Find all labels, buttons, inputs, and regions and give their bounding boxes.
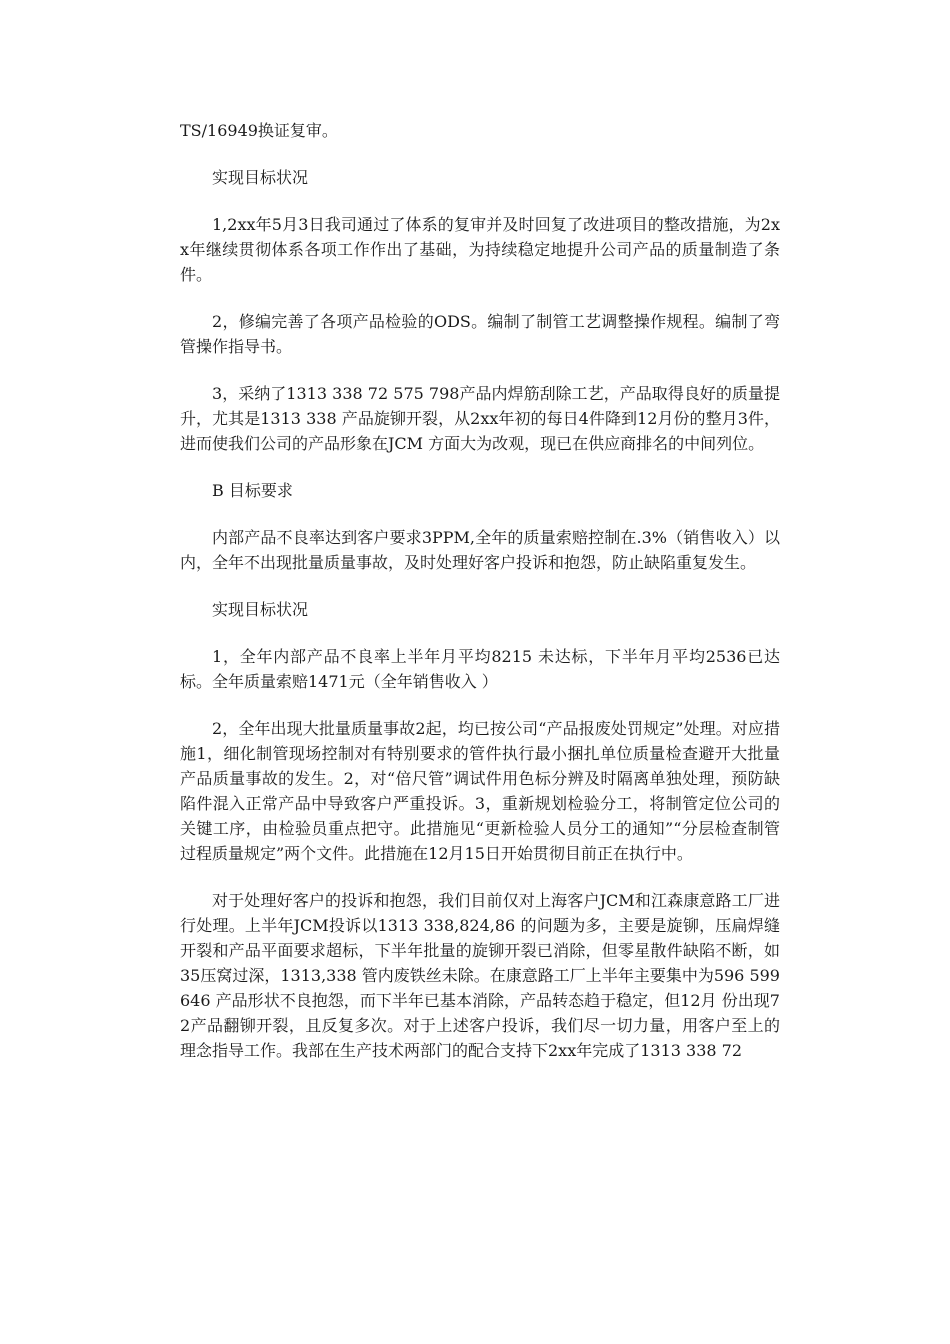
paragraph-status-item-1: 1，全年内部产品不良率上半年月平均8215 未达标，下半年月平均2536已达标。全年质量索赔1471元（全年销售收入 ） (180, 647, 780, 691)
paragraph-status-item-2: 2，全年出现大批量质量事故2起，均已按公司“产品报废处罚规定”处理。对应措施1，细化制管现场控制对有特别要求的管件执行最小捆扎单位质量检查避开大批量产品质量事故的发生。2，对“倍尺管”调试件用色标分辨及时隔离单独处理，预防缺陷件混入正常产品中导致客户严重投诉。3，重新规划检验分工，将制管定位公司的关键工序，由检验员重点把守。此措施见“更新检验人员分工的通知”“分层检查制管过程质量规定”两个文件。此措施在12月15日开始贯彻目前正在执行中。 (180, 719, 780, 863)
document-page (180, 118, 780, 1085)
section-heading-b-target: B 目标要求 (212, 481, 293, 500)
paragraph-continuation: TS/16949换证复审。 (180, 121, 338, 140)
paragraph-item-1: 1,2xx年5月3日我司通过了体系的复审并及时回复了改进项目的整改措施，为2xx年继续贯彻体系各项工作作出了基础，为持续稳定地提升公司产品的质量制造了条件。 (180, 215, 780, 284)
paragraph-item-2: 2，修编完善了各项产品检验的ODS。编制了制管工艺调整操作规程。编制了弯管操作指导书。 (180, 312, 780, 356)
paragraph-customer-complaints: 对于处理好客户的投诉和抱怨，我们目前仅对上海客户JCM和江森康意路工厂进行处理。上半年JCM投诉以1313 338,824,86 的问题为多，主要是旋铆，压扁焊缝开裂和产品平面要求超标，下半年批量的旋铆开裂已消除，但零星散件缺陷不断，如35压窝过深，1313,338 管内废铁丝未除。在康意路工厂上半年主要集中为596 599 646 产品形状不良抱怨，而下半年已基本消除，产品转态趋于稳定，但12月 份出现72产品翻铆开裂，且反复多次。对于上述客户投诉，我们尽一切力量，用客户至上的理念指导工作。我部在生产技术两部门的配合支持下2xx年完成了1313 338 72 (180, 891, 780, 1060)
section-heading-status-1: 实现目标状况 (212, 168, 309, 187)
paragraph-target-requirement: 内部产品不良率达到客户要求3PPM,全年的质量索赔控制在.3%（销售收入）以内，全年不出现批量质量事故，及时处理好客户投诉和抱怨，防止缺陷重复发生。 (180, 528, 780, 572)
section-heading-status-2: 实现目标状况 (212, 600, 309, 619)
paragraph-item-3: 3，采纳了1313 338 72 575 798产品内焊筋刮除工艺，产品取得良好的质量提升，尤其是1313 338 产品旋铆开裂，从2xx年初的每日4件降到12月份的整月3件，进而使我们公司的产品形象在JCM 方面大为改观，现已在供应商排名的中间列位。 (180, 384, 780, 453)
